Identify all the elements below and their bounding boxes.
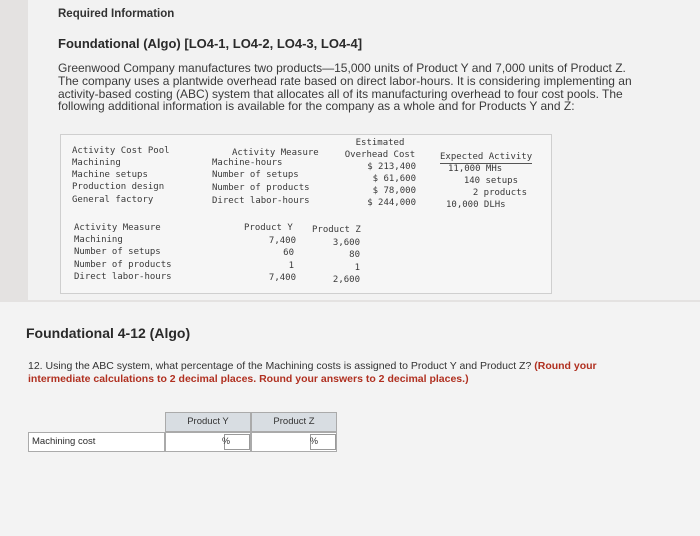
activity-cell: 2 products: [472, 188, 527, 198]
intro-paragraph: [58, 62, 658, 113]
activity-cell: 140 setups: [463, 176, 518, 186]
section-title: Foundational 4-12 (Algo): [26, 325, 191, 341]
col-header-measure: Activity Measure: [232, 148, 319, 158]
product-y-cell: 7,400: [268, 273, 296, 283]
measure-cell: Number of setups: [74, 247, 161, 257]
pool-cell: Machine setups: [72, 170, 148, 180]
percent-sign: %: [222, 436, 231, 446]
intro-line: The company uses a plantwide overhead rate based on direct labor-hours. It is considering implementing an: [58, 73, 632, 88]
measure-cell: Number of products: [212, 183, 310, 193]
col-header-product-y: Product Y: [244, 223, 293, 233]
col-header-overhead-2: Overhead Cost: [344, 150, 416, 160]
cost-cell: $ 61,600: [372, 174, 416, 184]
pool-cell: Machining: [72, 158, 121, 168]
cost-cell: $ 213,400: [367, 162, 416, 172]
required-info-heading: Required Information: [58, 8, 175, 20]
product-z-cell: 2,600: [332, 275, 360, 285]
product-z-input-cell: [251, 432, 337, 452]
question-body: 12. Using the ABC system, what percentage of the Machining costs is assigned to Product Y and Product Z?: [28, 360, 535, 372]
activity-cell: 10,000 DLHs: [446, 200, 506, 210]
col-header-measure-2: Activity Measure: [74, 223, 161, 233]
cost-cell: $ 244,000: [367, 198, 416, 208]
pool-cell: General factory: [72, 195, 154, 205]
product-y-cell: 1: [288, 261, 294, 271]
measure-cell: Direct labor-hours: [212, 196, 310, 206]
col-header-overhead-1: Estimated: [355, 138, 405, 148]
col-header-pool: Activity Cost Pool: [72, 146, 170, 156]
intro-line: activity-based costing (ABC) system that allocates all of its manufacturing overhead to four cost pools. The: [58, 86, 623, 101]
col-header-answer-y: Product Y: [165, 412, 251, 432]
measure-cell: Machining: [74, 235, 123, 245]
measure-cell: Direct labor-hours: [74, 272, 172, 282]
product-y-input-cell: [165, 432, 251, 452]
measure-cell: Number of products: [74, 260, 172, 270]
question-instruction-1: (Round your: [534, 360, 597, 372]
product-y-cell: 7,400: [268, 236, 296, 246]
product-z-cell: 3,600: [332, 238, 360, 248]
activity-cell: 11,000 MHs: [448, 164, 503, 174]
product-z-cell: 1: [354, 263, 360, 273]
percent-sign: %: [310, 436, 319, 446]
intro-line: Greenwood Company manufactures two products—15,000 units of Product Y and 7,000 units of Product Z.: [58, 61, 626, 75]
foundational-heading: Foundational (Algo) [LO4-1, LO4-2, LO4-3, LO4-4]: [58, 36, 363, 51]
col-header-answer-z: Product Z: [251, 412, 337, 432]
product-z-cell: 80: [349, 250, 360, 260]
question-instruction-2: intermediate calculations to 2 decimal places. Round your answers to 2 decimal places.): [28, 373, 469, 385]
measure-cell: Machine-hours: [212, 158, 283, 168]
pool-cell: Production design: [72, 182, 165, 192]
cost-cell: $ 78,000: [372, 186, 416, 196]
product-y-cell: 60: [283, 248, 294, 258]
col-header-expected: Expected Activity: [440, 151, 532, 164]
row-label-machining-cost: Machining cost: [28, 432, 165, 452]
col-header-product-z: Product Z: [312, 225, 361, 235]
question-text: [28, 360, 688, 386]
measure-cell: Number of setups: [212, 170, 299, 180]
intro-line: following additional information is available for the company as a whole and for Products Y and Z:: [58, 99, 575, 114]
